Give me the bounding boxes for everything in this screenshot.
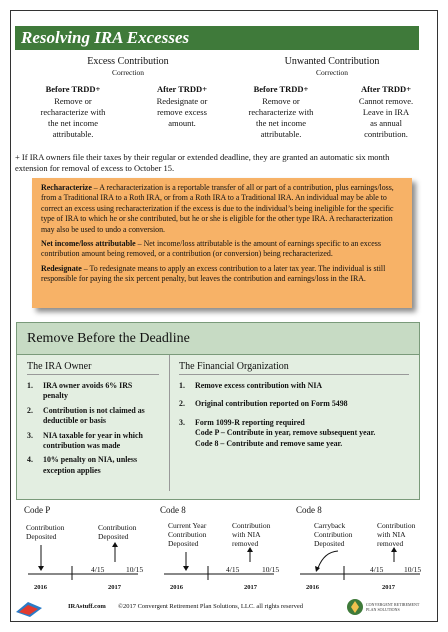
label-line: Deposited bbox=[314, 539, 345, 548]
irastuff-logo-icon bbox=[14, 600, 44, 618]
label-line: Contribution bbox=[26, 523, 65, 532]
unwanted-subheading: Correction bbox=[315, 68, 349, 77]
item-text: Contribution is not claimed as deductible or basis bbox=[43, 405, 145, 426]
col1-line: recharacterize with bbox=[40, 107, 106, 117]
timeline3-year1: 2016 bbox=[306, 584, 319, 591]
label-line: Contribution bbox=[377, 521, 416, 530]
col4-line: Leave in IRA bbox=[362, 107, 410, 117]
timeline1-label2 bbox=[98, 523, 136, 541]
label-line: removed bbox=[232, 539, 259, 548]
timeline3-tick-0415: 4/15 bbox=[370, 565, 384, 574]
timeline1-label1 bbox=[26, 523, 64, 541]
col2-line: remove excess bbox=[157, 107, 207, 117]
timeline2-year1: 2016 bbox=[170, 584, 183, 591]
timeline3-year2: 2017 bbox=[382, 584, 395, 591]
item-text: Original contribution reported on Form 5498 bbox=[195, 399, 348, 409]
timeline3-code: Code 8 bbox=[296, 505, 322, 515]
item-text: Remove excess contribution with NIA bbox=[195, 381, 323, 390]
col4-label: After TRDD+ bbox=[360, 84, 412, 94]
timeline2-tick-0415: 4/15 bbox=[226, 565, 240, 574]
deadline-heading: Remove Before the Deadline bbox=[17, 323, 419, 355]
col1-line: Remove or bbox=[54, 96, 92, 106]
label-line: with NIA bbox=[232, 530, 261, 539]
label-line: Carryback bbox=[314, 521, 346, 530]
label-line: Deposited bbox=[98, 532, 129, 541]
item-line: Code P – Contribute in year, remove subsequent year. bbox=[195, 428, 376, 438]
excess-heading-text: Excess Contribution bbox=[87, 56, 169, 67]
item-number: 1. bbox=[27, 381, 33, 390]
label-line: removed bbox=[377, 539, 404, 548]
convergent-logo-text: CONVERGENT RETIREMENT PLAN SOLUTIONS bbox=[366, 602, 420, 612]
col1-label: Before TRDD+ bbox=[45, 84, 101, 94]
timeline3-tick-1015: 10/15 bbox=[404, 565, 422, 574]
definition-term: Net income/loss attributable bbox=[41, 239, 136, 249]
item-line: Form 1099-R reporting required bbox=[195, 417, 305, 427]
col3-line: Remove or bbox=[262, 96, 300, 106]
timeline1-year1: 2016 bbox=[34, 584, 47, 591]
col4-line: Cannot remove. bbox=[358, 96, 414, 106]
definition-term: Recharacterize bbox=[41, 183, 92, 192]
definition-text: – To redesignate means to apply an excess contribution to a later tax year. The individual is still responsible for paying the six percent penalty, but leaves the contribution and earnings/loss in the IRA. bbox=[41, 263, 386, 284]
ira-owner-title: The IRA Owner bbox=[27, 361, 159, 375]
col1-line: attributable. bbox=[52, 129, 94, 139]
label-line: with NIA bbox=[377, 530, 406, 539]
col4-line: as annual bbox=[370, 118, 402, 128]
label-line: Contribution bbox=[232, 521, 271, 530]
timeline3-curve-arrow bbox=[318, 551, 338, 568]
timeline3-label2 bbox=[377, 521, 415, 548]
col3-line: the net income bbox=[255, 118, 307, 128]
timeline1-year2: 2017 bbox=[108, 584, 121, 591]
convergent-logo-icon bbox=[346, 597, 364, 617]
timeline2-code: Code 8 bbox=[160, 505, 186, 515]
col3-label: Before TRDD+ bbox=[253, 84, 309, 94]
extension-footnote: + If IRA owners file their taxes by their regular or extended deadline, they are granted an automatic six month extension for removal of excess to October 15. bbox=[15, 152, 390, 173]
item-text: IRA owner avoids 6% IRS penalty bbox=[43, 381, 133, 401]
page-title: Resolving IRA Excesses bbox=[15, 26, 419, 50]
irastuff-logo bbox=[14, 600, 44, 618]
unwanted-heading-text: Unwanted Contribution bbox=[284, 56, 380, 67]
item-number: 2. bbox=[27, 405, 33, 415]
item-number: 1. bbox=[179, 381, 185, 390]
item-line: Code 8 – Contribute and remove same year. bbox=[195, 438, 343, 448]
timeline2-label2 bbox=[232, 521, 270, 548]
label-line: Current Year bbox=[168, 521, 207, 530]
col2-line: amount. bbox=[168, 118, 196, 128]
item-text: NIA taxable for year in which contribution was made bbox=[43, 430, 143, 451]
col3-line: attributable. bbox=[260, 129, 302, 139]
definition-text: – A recharacterization is a reportable transfer of all or part of a contribution, plus earnings/loss, from a Traditional IRA to a Roth IRA, or from a Roth IRA to a Traditional IRA. An individual may be able to correct an excess using recharacterization if the excess is due to the individual’s being ineligible for the specific type of IRA to which he or she contributed, but he or she is eligible for the other type IRA. A recharacterization may also be used to undo a conversion. bbox=[41, 183, 394, 234]
definition-term: Redesignate bbox=[41, 263, 82, 273]
financial-org-title: The Financial Organization bbox=[179, 361, 409, 375]
item-number: 2. bbox=[179, 399, 185, 409]
item-number: 4. bbox=[27, 455, 33, 465]
item-number: 3. bbox=[27, 430, 33, 440]
col1-line: the net income bbox=[47, 118, 99, 128]
timeline2-year2: 2017 bbox=[244, 584, 257, 591]
footer-site[interactable]: IRAstuff.com bbox=[68, 603, 106, 610]
timeline1-code: Code P bbox=[24, 505, 51, 515]
excess-subheading: Correction bbox=[111, 68, 145, 77]
item-number: 3. bbox=[179, 417, 185, 427]
definition-text: – Net income/loss attributable is the amount of earnings specific to an excess contribution amount being removed, or a contribution (or conversion) being recharacterized. bbox=[41, 239, 381, 259]
col3-line: recharacterize with bbox=[248, 107, 314, 117]
col2-line: Redesignate or bbox=[156, 96, 208, 106]
convergent-logo bbox=[346, 597, 422, 617]
timeline3-label1 bbox=[314, 521, 352, 548]
col4-line: contribution. bbox=[364, 129, 408, 139]
label-line: Deposited bbox=[168, 539, 199, 548]
timeline2-label1 bbox=[168, 521, 206, 548]
timeline1-tick-1015: 10/15 bbox=[126, 565, 144, 574]
timeline1-tick-0415: 4/15 bbox=[91, 565, 105, 574]
footer-copyright: ©2017 Convergent Retirement Plan Solutions, LLC. all rights reserved bbox=[118, 603, 303, 610]
label-line: Deposited bbox=[26, 532, 57, 541]
label-line: Contribution bbox=[314, 530, 353, 539]
label-line: Contribution bbox=[98, 523, 137, 532]
label-line: Contribution bbox=[168, 530, 207, 539]
col2-label: After TRDD+ bbox=[156, 84, 208, 94]
item-text: 10% penalty on NIA, unless exception applies bbox=[43, 455, 138, 475]
timeline2-tick-1015: 10/15 bbox=[262, 565, 280, 574]
